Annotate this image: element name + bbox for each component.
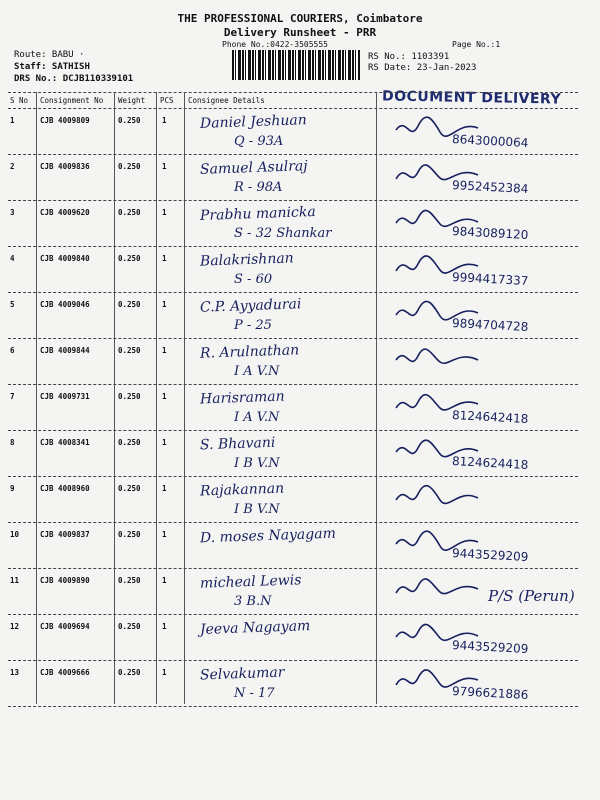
row-sno: 13 [10, 668, 20, 677]
row-divider [8, 430, 578, 431]
row-pcs: 1 [162, 346, 167, 355]
signature-scribble [392, 434, 482, 468]
col-divider [156, 92, 157, 704]
col-divider [376, 92, 377, 704]
row-consignment: CJB 4009809 [40, 116, 90, 125]
consignee-address: Q - 93A [234, 134, 284, 149]
drs-number: DRS No.: DCJB110339101 [14, 74, 134, 84]
row-consignment: CJB 4009620 [40, 208, 90, 217]
receiver-phone: 8124624418 [451, 454, 529, 472]
consignee-name: Prabhu manicka [199, 203, 316, 225]
col-divider [114, 92, 115, 704]
row-divider [8, 614, 578, 615]
row-consignment: CJB 4008341 [40, 438, 90, 447]
row-weight: 0.250 [118, 254, 141, 263]
row-pcs: 1 [162, 668, 167, 677]
row-consignment: CJB 4009837 [40, 530, 90, 539]
consignee-address: R - 98A [234, 180, 283, 195]
row-weight: 0.250 [118, 392, 141, 401]
row-divider [8, 200, 578, 201]
staff-label: Staff: SATHISH [14, 62, 90, 72]
page-number: Page No.:1 [452, 40, 501, 49]
header-divider [8, 108, 578, 109]
row-consignment: CJB 4008960 [40, 484, 90, 493]
rs-number: RS No.: 1103391 [368, 52, 450, 62]
row-pcs: 1 [162, 300, 167, 309]
row-sno: 11 [10, 576, 20, 585]
signature-scribble [392, 526, 482, 560]
row-sno: 8 [10, 438, 15, 447]
consignee-name: R. Arulnathan [199, 342, 300, 362]
consignee-name: Selvakumar [199, 664, 285, 684]
signature-scribble [392, 388, 482, 422]
row-pcs: 1 [162, 622, 167, 631]
col-divider [184, 92, 185, 704]
row-divider [8, 522, 578, 523]
signature-scribble [392, 342, 482, 376]
row-divider [8, 568, 578, 569]
row-weight: 0.250 [118, 484, 141, 493]
signature-scribble [392, 158, 482, 192]
signature-scribble [392, 296, 482, 330]
signature-scribble [392, 112, 482, 146]
row-weight: 0.250 [118, 530, 141, 539]
route-label: Route: BABU · [14, 50, 85, 60]
row-pcs: 1 [162, 254, 167, 263]
receiver-phone: 9843089120 [451, 224, 529, 242]
row-sno: 2 [10, 162, 15, 171]
receiver-phone: 9994417337 [451, 270, 529, 288]
consignee-address: P - 25 [234, 318, 272, 333]
consignee-name: Daniel Jeshuan [199, 112, 308, 132]
row-weight: 0.250 [118, 622, 141, 631]
row-divider [8, 338, 578, 339]
signature-scribble [392, 250, 482, 284]
consignee-address: S - 32 Shankar [234, 226, 332, 241]
col-divider [36, 92, 37, 704]
row-sno: 5 [10, 300, 15, 309]
consignee-address: I A V.N [234, 410, 280, 425]
consignee-address: S - 60 [234, 272, 273, 287]
row-pcs: 1 [162, 208, 167, 217]
row-consignment: CJB 4009046 [40, 300, 90, 309]
row-consignment: CJB 4009666 [40, 668, 90, 677]
consignee-name: Rajakannan [199, 480, 285, 500]
receiver-phone: 9796621886 [451, 684, 529, 702]
row-sno: 6 [10, 346, 15, 355]
row-sno: 9 [10, 484, 15, 493]
col-consignee: Consignee Details [188, 96, 265, 105]
signature-scribble [392, 664, 482, 698]
col-sno: S No [10, 96, 29, 105]
row-divider [8, 706, 578, 707]
consignee-name: D. moses Nayagam [199, 525, 337, 547]
row-divider [8, 660, 578, 661]
signature-scribble [392, 204, 482, 238]
row-consignment: CJB 4009844 [40, 346, 90, 355]
consignee-address: 3 B.N [234, 594, 272, 609]
row-weight: 0.250 [118, 208, 141, 217]
col-pcs: PCS [160, 96, 174, 105]
company-title: THE PROFESSIONAL COURIERS, Coimbatore [177, 12, 423, 25]
consignee-name: Jeeva Nagayam [199, 618, 311, 638]
signature-scribble [392, 618, 482, 652]
row-sno: 12 [10, 622, 20, 631]
col-weight: Weight [118, 96, 146, 105]
barcode [232, 50, 360, 80]
row-divider [8, 246, 578, 247]
signature-scribble [392, 572, 482, 606]
row-consignment: CJB 4009836 [40, 162, 90, 171]
consignee-address: I A V.N [234, 364, 280, 379]
document-delivery-stamp: DOCUMENT DELIVERY [381, 88, 562, 108]
row-sno: 3 [10, 208, 15, 217]
row-sno: 7 [10, 392, 15, 401]
receiver-phone: 9894704728 [451, 316, 529, 334]
consignee-name: micheal Lewis [199, 572, 302, 592]
receiver-phone: 9952452384 [451, 178, 529, 196]
row-consignment: CJB 4009694 [40, 622, 90, 631]
receiver-note: P/S (Perun) [488, 587, 575, 605]
row-divider [8, 154, 578, 155]
row-consignment: CJB 4009731 [40, 392, 90, 401]
row-sno: 1 [10, 116, 15, 125]
consignee-address: I B V.N [234, 502, 280, 517]
row-weight: 0.250 [118, 346, 141, 355]
row-sno: 4 [10, 254, 15, 263]
row-weight: 0.250 [118, 668, 141, 677]
consignee-name: C.P. Ayyadurai [199, 296, 302, 316]
row-weight: 0.250 [118, 300, 141, 309]
table-top-line [8, 92, 578, 93]
consignee-name: Harisraman [199, 388, 285, 408]
sheet-subtitle: Delivery Runsheet - PRR [223, 26, 377, 39]
consignee-name: Balakrishnan [199, 250, 294, 270]
row-weight: 0.250 [118, 438, 141, 447]
receiver-phone: 9443529209 [451, 638, 529, 656]
row-pcs: 1 [162, 484, 167, 493]
row-divider [8, 292, 578, 293]
consignee-name: Samuel Asulraj [199, 158, 308, 178]
consignee-name: S. Bhavani [199, 434, 276, 454]
row-consignment: CJB 4009890 [40, 576, 90, 585]
row-weight: 0.250 [118, 116, 141, 125]
row-divider [8, 384, 578, 385]
row-pcs: 1 [162, 576, 167, 585]
col-consignment: Consignment No [40, 96, 104, 105]
row-divider [8, 476, 578, 477]
row-weight: 0.250 [118, 576, 141, 585]
consignee-address: I B V.N [234, 456, 280, 471]
receiver-phone: 8643000064 [451, 132, 529, 150]
row-sno: 10 [10, 530, 20, 539]
row-pcs: 1 [162, 438, 167, 447]
row-pcs: 1 [162, 530, 167, 539]
rs-date: RS Date: 23-Jan-2023 [368, 63, 477, 73]
receiver-phone: 8124642418 [451, 408, 529, 426]
row-pcs: 1 [162, 392, 167, 401]
row-weight: 0.250 [118, 162, 141, 171]
receiver-phone: 9443529209 [451, 546, 529, 564]
row-consignment: CJB 4009840 [40, 254, 90, 263]
signature-scribble [392, 480, 482, 514]
phone-number: Phone No.:0422-3505555 [222, 40, 328, 49]
row-pcs: 1 [162, 116, 167, 125]
row-pcs: 1 [162, 162, 167, 171]
consignee-address: N - 17 [234, 686, 275, 701]
